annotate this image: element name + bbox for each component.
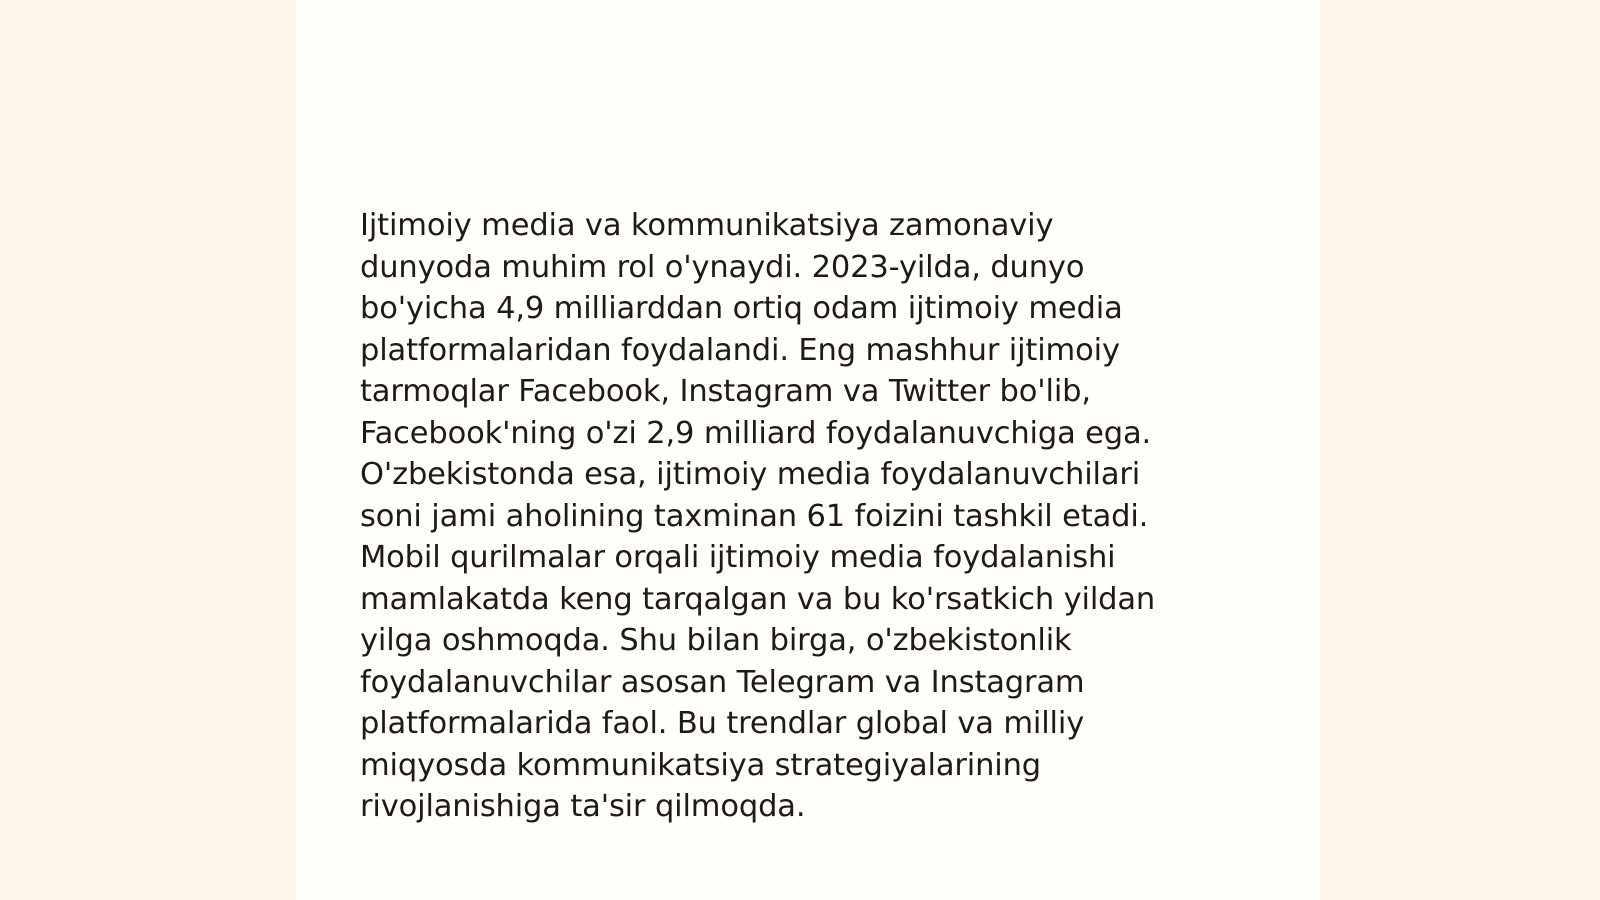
paragraph-line-8: soni jami aholining taxminan 61 foizini tashkil etadi. bbox=[360, 498, 1149, 534]
paragraph-line-3: bo'yicha 4,9 milliarddan ortiq odam ijtimoiy media bbox=[360, 291, 1123, 326]
paragraph-line-10: mamlakatda keng tarqalgan va bu ko'rsatkich yildan bbox=[360, 581, 1156, 617]
paragraph-line-5: tarmoqlar Facebook, Instagram va Twitter bo'lib, bbox=[360, 374, 1091, 409]
paragraph-line-11: yilga oshmoqda. Shu bilan birga, o'zbekistonlik bbox=[360, 623, 1072, 658]
paragraph bbox=[360, 205, 1220, 828]
paragraph-line-2: dunyoda muhim rol o'ynaydi. 2023-yilda, dunyo bbox=[360, 249, 1085, 285]
paragraph-line-9: Mobil qurilmalar orqali ijtimoiy media foydalanishi bbox=[360, 540, 1116, 575]
document-page bbox=[296, 0, 1320, 900]
paragraph-line-1: Ijtimoiy media va kommunikatsiya zamonaviy bbox=[360, 208, 1054, 243]
paragraph-line-12: foydalanuvchilar asosan Telegram va Instagram bbox=[360, 664, 1085, 700]
paragraph-line-4: platformalaridan foydalandi. Eng mashhur ijtimoiy bbox=[360, 332, 1120, 368]
paragraph-line-15: rivojlanishiga ta'sir qilmoqda. bbox=[360, 789, 806, 824]
paragraph-line-7: O'zbekistonda esa, ijtimoiy media foydalanuvchilari bbox=[360, 457, 1141, 492]
paragraph-line-14: miqyosda kommunikatsiya strategiyalarining bbox=[360, 747, 1042, 783]
paragraph-line-6: Facebook'ning o'zi 2,9 milliard foydalanuvchiga ega. bbox=[360, 415, 1152, 451]
paragraph-line-13: platformalarida faol. Bu trendlar global va milliy bbox=[360, 706, 1085, 741]
